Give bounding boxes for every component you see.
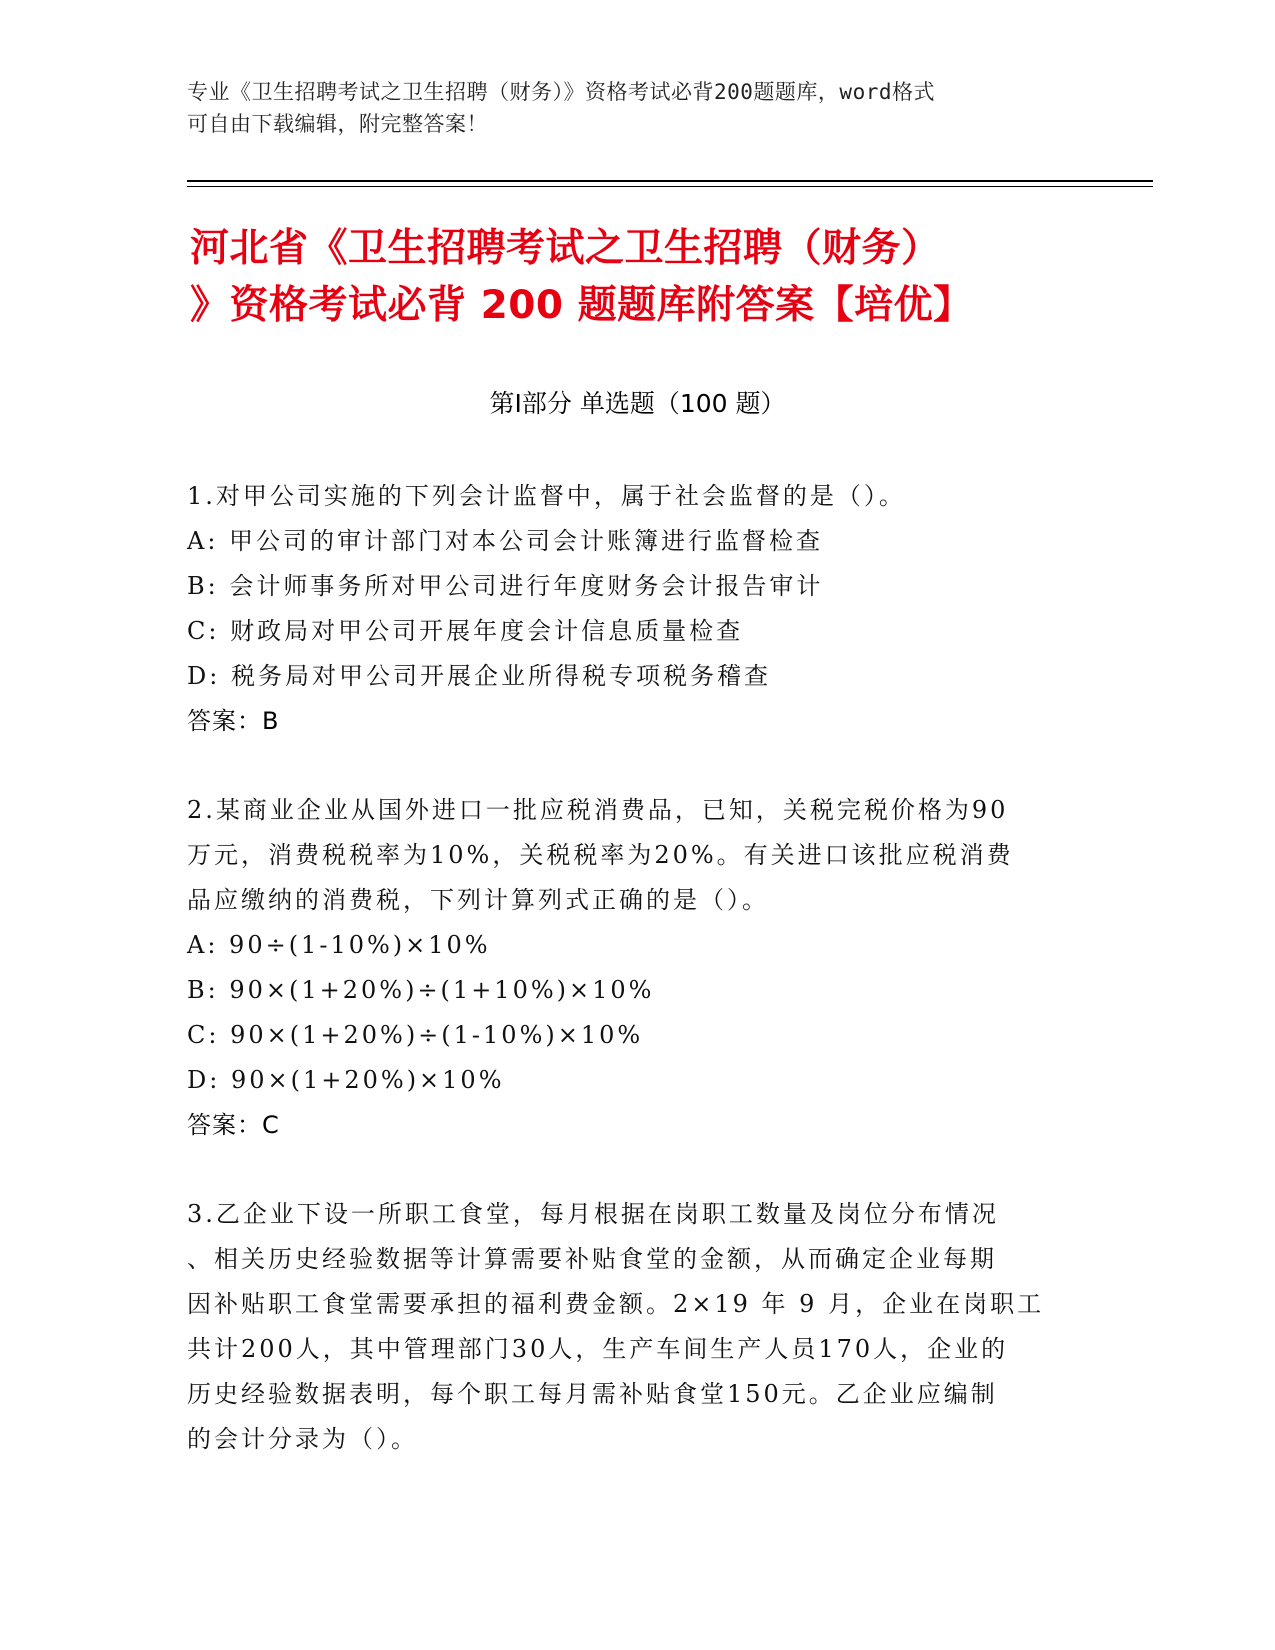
header-note-line-1: 专业《卫生招聘考试之卫生招聘（财务）》资格考试必背200题题库，word格式 [187,80,935,104]
question-stem [187,1192,1087,1462]
option-b: B: 90×(1+20%)÷(1+10%)×10% [187,976,655,1004]
header-rule-thin [187,186,1153,187]
question-stem [187,788,1087,923]
question-stem-line: 、相关历史经验数据等计算需要补贴食堂的金额，从而确定企业每期 [187,1245,997,1273]
option-a: A: 90÷(1-10%)×10% [187,931,491,959]
question-1 [187,474,1087,744]
option-d: D: 税务局对甲公司开展企业所得税专项税务稽查 [187,662,771,690]
question-stem-line: 历史经验数据表明，每个职工每月需补贴食堂150元。乙企业应编制 [187,1380,998,1408]
option-b: B: 会计师事务所对甲公司进行年度财务会计报告审计 [187,572,824,600]
question-stem [187,474,1087,519]
answer-text: 答案：C [187,1111,280,1139]
question-stem-line: 品应缴纳的消费税，下列计算列式正确的是（）。 [187,886,769,914]
option-c: C: 财政局对甲公司开展年度会计信息质量检查 [187,617,744,645]
question-stem-line: 的会计分录为（）。 [187,1425,418,1453]
question-stem-line: 3.乙企业下设一所职工食堂，每月根据在岗职工数量及岗位分布情况 [187,1200,999,1228]
header-rule-thick [187,180,1153,182]
question-list [187,474,1087,1506]
question-stem-line: 1.对甲公司实施的下列会计监督中，属于社会监督的是（）。 [187,482,906,510]
answer-text: 答案：B [187,707,280,735]
document-title-line-2: 》资格考试必背 200 题题库附答案【培优】 [190,283,973,328]
question-2 [187,788,1087,1148]
option-a: A: 甲公司的审计部门对本公司会计账簿进行监督检查 [187,527,824,555]
question-3 [187,1192,1087,1462]
header-note [187,76,1077,140]
option-d: D: 90×(1+20%)×10% [187,1066,505,1094]
question-stem-line: 共计200人，其中管理部门30人，生产车间生产人员170人，企业的 [187,1335,1009,1363]
option-c: C: 90×(1+20%)÷(1-10%)×10% [187,1021,644,1049]
question-stem-line: 万元，消费税税率为10%，关税税率为20%。有关进口该批应税消费 [187,841,1014,869]
question-stem-line: 2.某商业企业从国外进口一批应税消费品，已知，关税完税价格为90 [187,796,1009,824]
document-title-line-1: 河北省《卫生招聘考试之卫生招聘（财务） [190,226,941,271]
document-title [190,220,1090,334]
section-heading: 第Ⅰ部分 单选题（100 题） [489,389,786,418]
question-stem-line: 因补贴职工食堂需要承担的福利费金额。2×19 年 9 月，企业在岗职工 [187,1290,1045,1318]
header-note-line-2: 可自由下载编辑，附完整答案！ [187,112,488,136]
